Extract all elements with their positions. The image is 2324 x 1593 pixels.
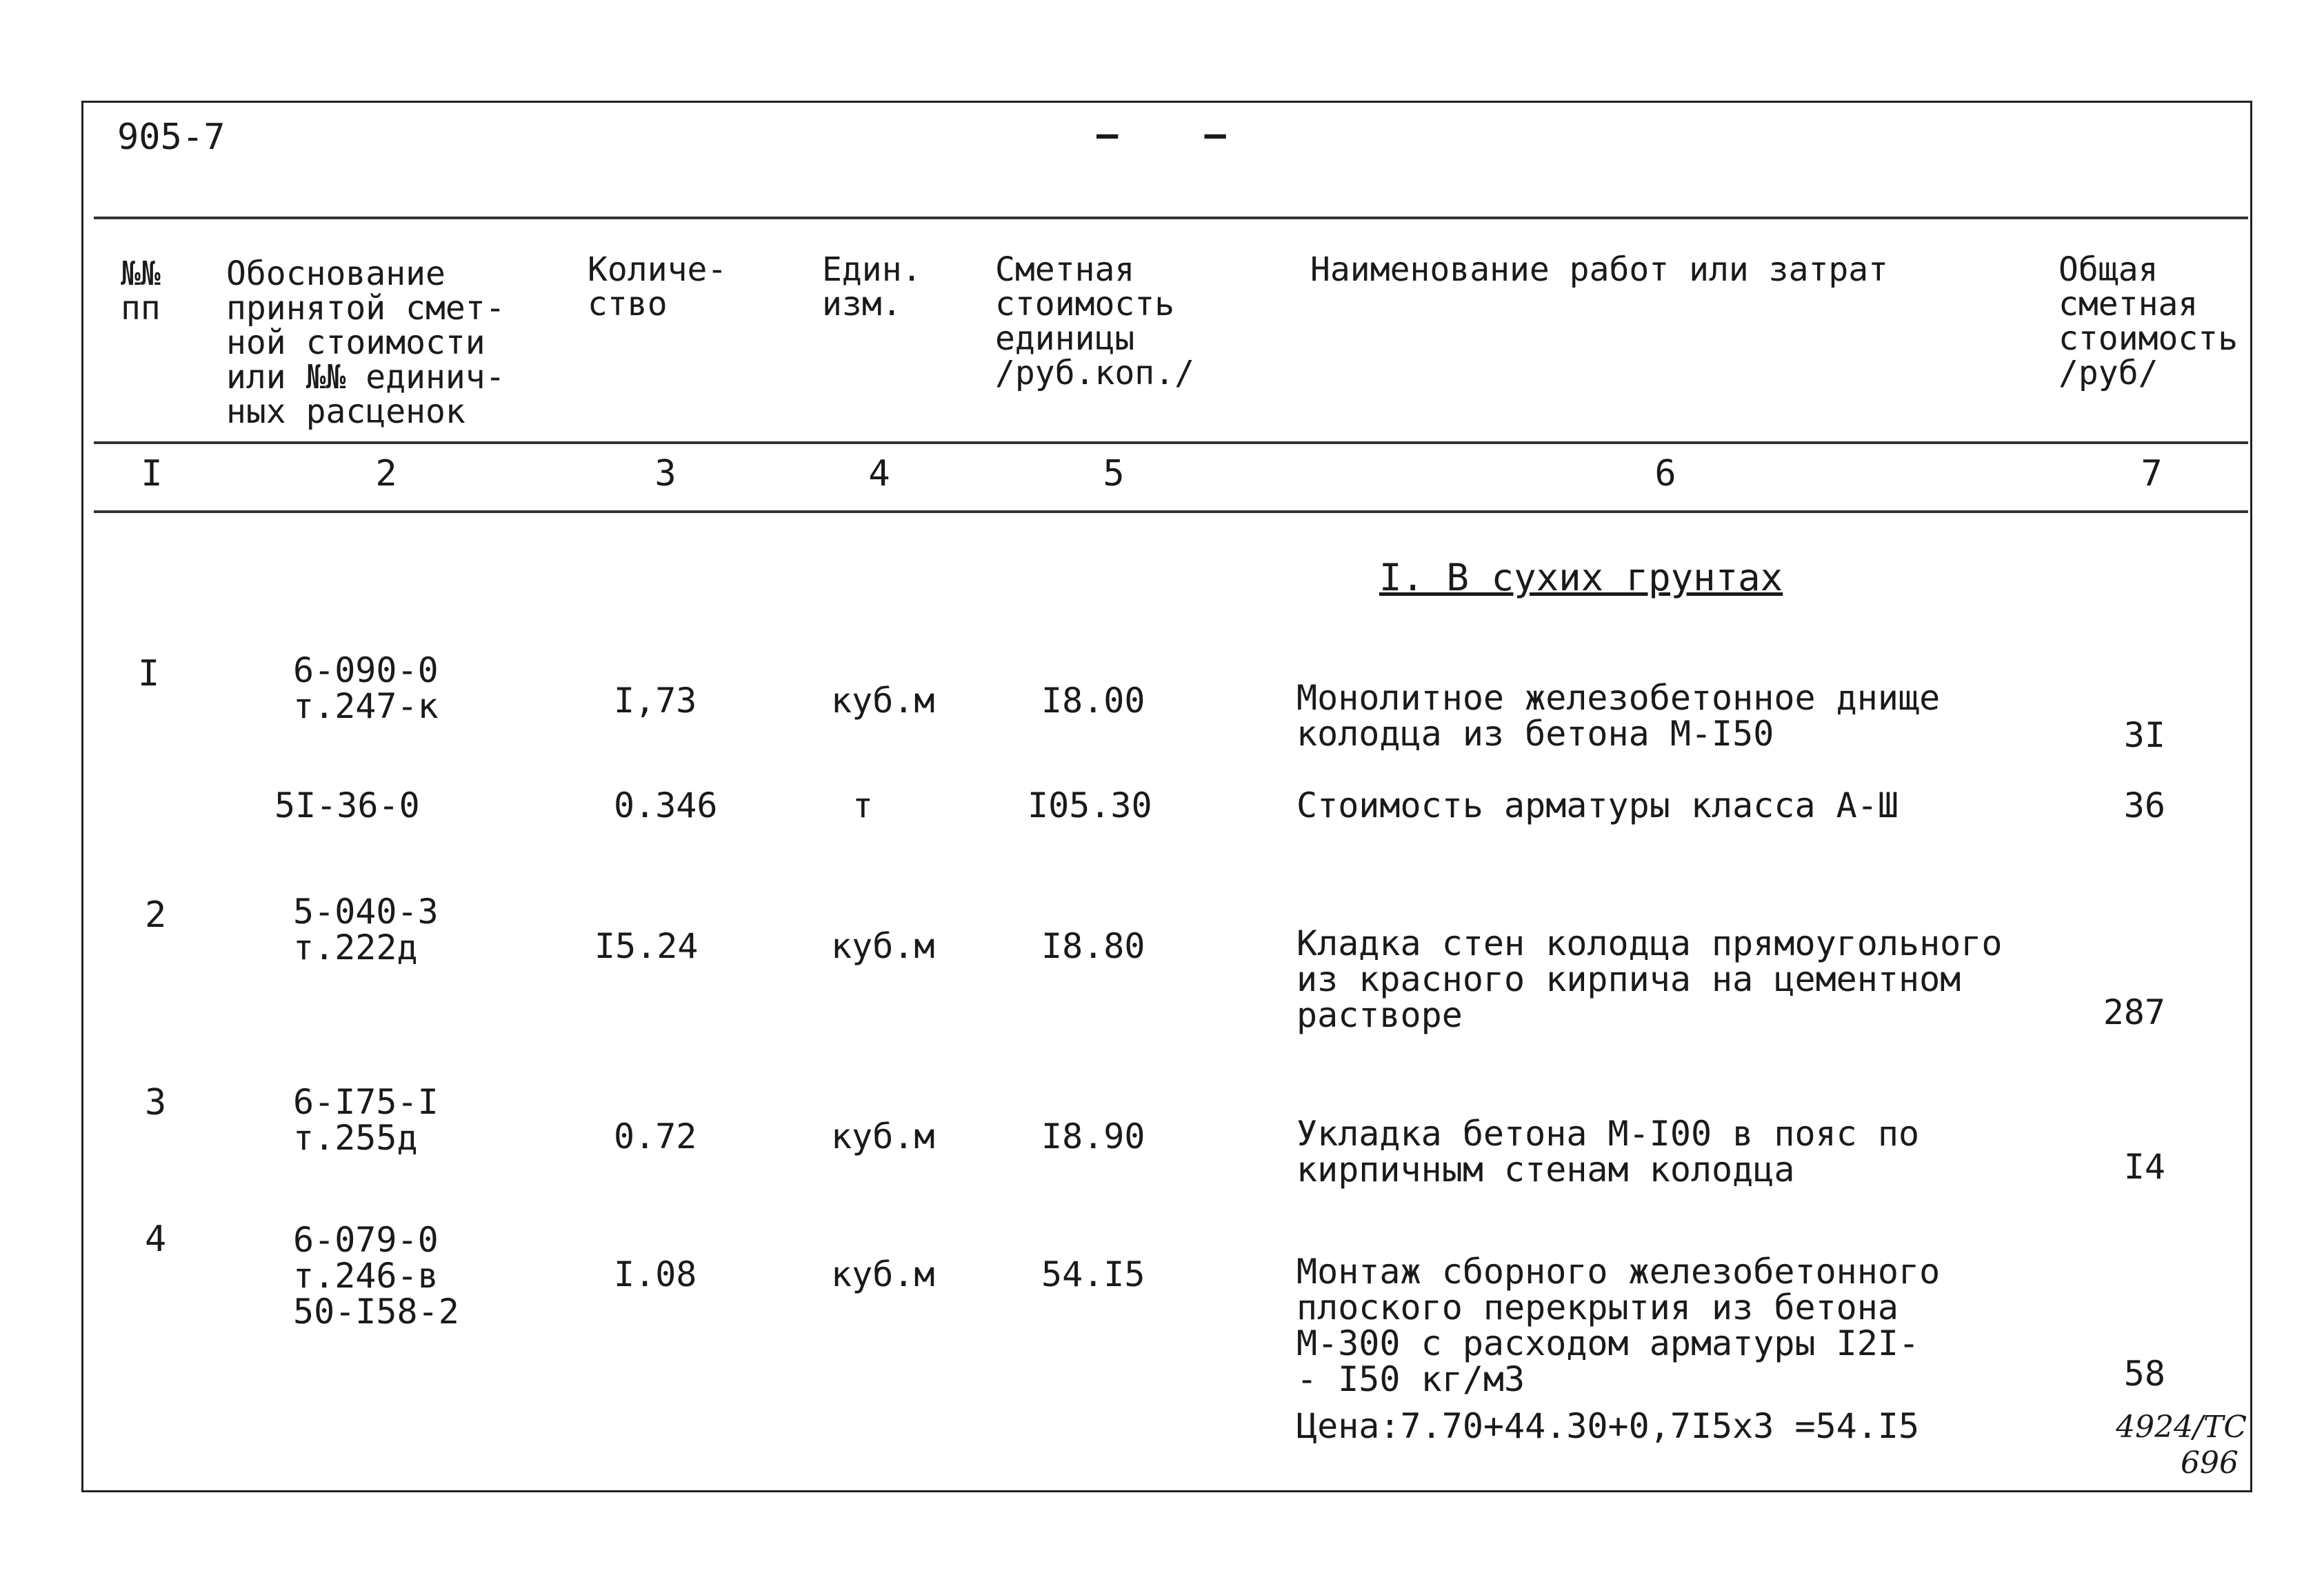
row2-total: 287	[2103, 992, 2165, 1032]
col-number-1: I	[141, 453, 163, 494]
row1b-name: Стоимость арматуры класса А-Ш	[1296, 785, 1899, 825]
row3-total: I4	[2123, 1147, 2165, 1187]
row3-unit: куб.м	[831, 1116, 935, 1156]
row2-qty: I5.24	[594, 926, 699, 966]
row3-qty: 0.72	[614, 1116, 697, 1156]
row4-price-note: Цена:7.70+44.30+0,7I5х3 =54.I5	[1296, 1406, 1920, 1446]
row2-name: Кладка стен колодца прямоугольного из красного кирпича на цементном растворе	[1296, 923, 2003, 1035]
row1-basis: 6-090-0 т.247-к	[293, 650, 439, 726]
row3-name: Укладка бетона М-I00 в пояс по кирпичным стенам колодца	[1296, 1114, 1920, 1190]
row4-unit: куб.м	[831, 1254, 935, 1294]
header-col3: Количе- ство	[588, 250, 728, 323]
header-bottom-rule	[94, 441, 2248, 444]
header-col7: Общая сметная стоимость /руб/	[2058, 250, 2238, 392]
row2-num: 2	[145, 894, 167, 936]
sheet-stamp-page: 696	[2181, 1445, 2238, 1481]
row4-qty: I.08	[614, 1254, 697, 1294]
col-number-3: 3	[654, 453, 677, 494]
column-numbers-rule	[94, 510, 2248, 513]
page-marks: – –	[1096, 114, 1226, 155]
row2-unit: куб.м	[831, 926, 935, 966]
row4-price: 54.I5	[1041, 1254, 1145, 1294]
row1b-total: 36	[2123, 785, 2165, 825]
row4-basis: 6-079-0 т.246-в 50-I58-2	[293, 1220, 459, 1332]
row1b-basis: 5I-36-0	[274, 785, 420, 825]
col-number-2: 2	[375, 453, 397, 494]
row1-qty: I,73	[614, 681, 697, 721]
header-col4: Един. изм.	[822, 250, 922, 323]
row3-price: I8.90	[1041, 1116, 1145, 1156]
header-col2: Обоснование принятой смет- ной стоимости или №№ единич- ных расценок	[226, 254, 505, 431]
row2-basis: 5-040-3 т.222д	[293, 892, 439, 968]
row1b-qty: 0.346	[614, 785, 718, 825]
col-number-5: 5	[1103, 453, 1125, 494]
header-top-rule	[94, 217, 2248, 219]
row1b-price: I05.30	[1028, 785, 1152, 825]
row4-num: 4	[145, 1219, 167, 1260]
header-col6: Наименование работ или затрат	[1310, 250, 1889, 289]
row1-name: Монолитное железобетонное днище колодца из бетона М-I50	[1296, 678, 1941, 754]
header-col5: Сметная стоимость единицы /руб.коп./	[995, 250, 1194, 392]
row4-name: Монтаж сборного железобетонного плоского перекрытия из бетона М-300 с расходом арматуры I2I- - I50 кг/м3	[1296, 1252, 1941, 1399]
row1b-unit: т	[852, 785, 874, 825]
row3-num: 3	[145, 1082, 167, 1123]
document-code: 905-7	[117, 117, 226, 158]
header-col1: №№ пп	[121, 254, 161, 328]
row1-price: I8.00	[1041, 681, 1145, 721]
section-title: I. В сухих грунтах	[1379, 556, 1783, 599]
row1-unit: куб.м	[831, 681, 935, 721]
row2-price: I8.80	[1041, 926, 1145, 966]
col-number-6: 6	[1654, 453, 1676, 494]
row3-basis: 6-I75-I т.255д	[293, 1082, 439, 1158]
sheet-stamp-number: 4924/ТС	[2116, 1410, 2247, 1445]
row1-total: 3I	[2123, 715, 2165, 755]
col-number-7: 7	[2141, 453, 2163, 494]
row4-total: 58	[2123, 1354, 2165, 1394]
row1-num: I	[138, 653, 160, 694]
col-number-4: 4	[868, 453, 890, 494]
